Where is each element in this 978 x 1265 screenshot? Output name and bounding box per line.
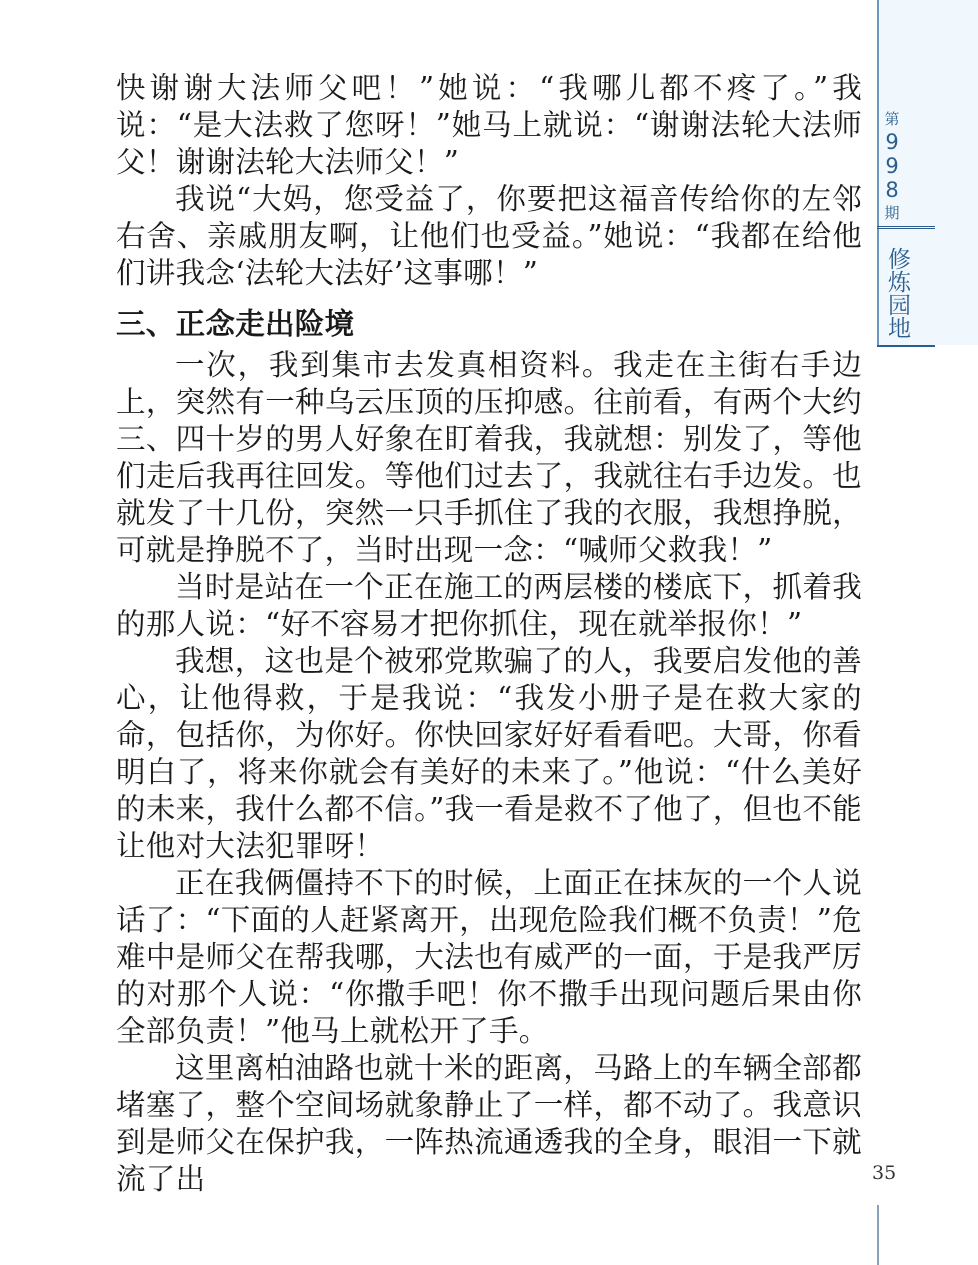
issue-digit-3: 8: [885, 178, 899, 202]
sidebar-bottom-rule: [877, 345, 935, 347]
issue-digit-2: 9: [885, 154, 899, 178]
paragraph-5: 我想，这也是个被邪党欺骗了的人，我要启发他的善心，让他得救，于是我说：“我发小册子是在救大家的命，包括你，为你好。你快回家好好看看吧。大哥，你看明白了，将来你就会有美好的未来了。”他说：“什么美好的未来，我什么都不信。”我一看是救不了他了，但也不能让他对大法犯罪呀！: [116, 644, 862, 863]
issue-prefix: 第: [884, 110, 900, 128]
page-number: 35: [872, 1162, 897, 1184]
sidebar-lower-line: [877, 1205, 879, 1265]
article-body: [116, 70, 862, 1198]
sidebar-divider: [877, 226, 935, 229]
section-heading: 三、正念走出险境: [116, 307, 355, 341]
paragraph-6: 正在我俩僵持不下的时候，上面正在抹灰的一个人说话了：“下面的人赶紧离开，出现危险我们概不负责！”危难中是师父在帮我哪，大法也有威严的一面，于是我严厉的对那个人说：“你撒手吧！你不撒手出现问题后果由你全部负责！”他马上就松开了手。: [116, 866, 862, 1048]
paragraph-3: 一次，我到集市去发真相资料。我走在主街右手边上，突然有一种乌云压顶的压抑感。往前看，有两个大约三、四十岁的男人好象在盯着我，我就想：别发了，等他们走后我再往回发。等他们过去了，我就往右手边发。也就发了十几份，突然一只手抓住了我的衣服，我想挣脱，可就是挣脱不了，当时出现一念：“喊师父救我！”: [116, 348, 862, 567]
issue-suffix: 期: [884, 204, 900, 222]
issue-digit-1: 9: [885, 130, 899, 154]
paragraph-4: 当时是站在一个正在施工的两层楼的楼底下，抓着我的那人说：“好不容易才把你抓住，现在就举报你！”: [116, 570, 862, 641]
issue-label: [877, 108, 907, 224]
paragraph-1: 快谢谢大法师父吧！”她说：“我哪儿都不疼了。”我说：“是大法救了您呀！”她马上就说：“谢谢法轮大法师父！谢谢法轮大法师父！”: [116, 71, 862, 179]
section-title: 修炼园地: [884, 247, 910, 339]
paragraph-7: 这里离柏油路也就十米的距离，马路上的车辆全部都堵塞了，整个空间场就象静止了一样，都不动了。我意识到是师父在保护我，一阵热流通透我的全身，眼泪一下就流了出: [116, 1051, 862, 1196]
paragraph-2: 我说“大妈，您受益了，你要把这福音传给你的左邻右舍、亲戚朋友啊，让他们也受益。”她说：“我都在给他们讲我念‘法轮大法好’这事哪！”: [116, 182, 862, 290]
